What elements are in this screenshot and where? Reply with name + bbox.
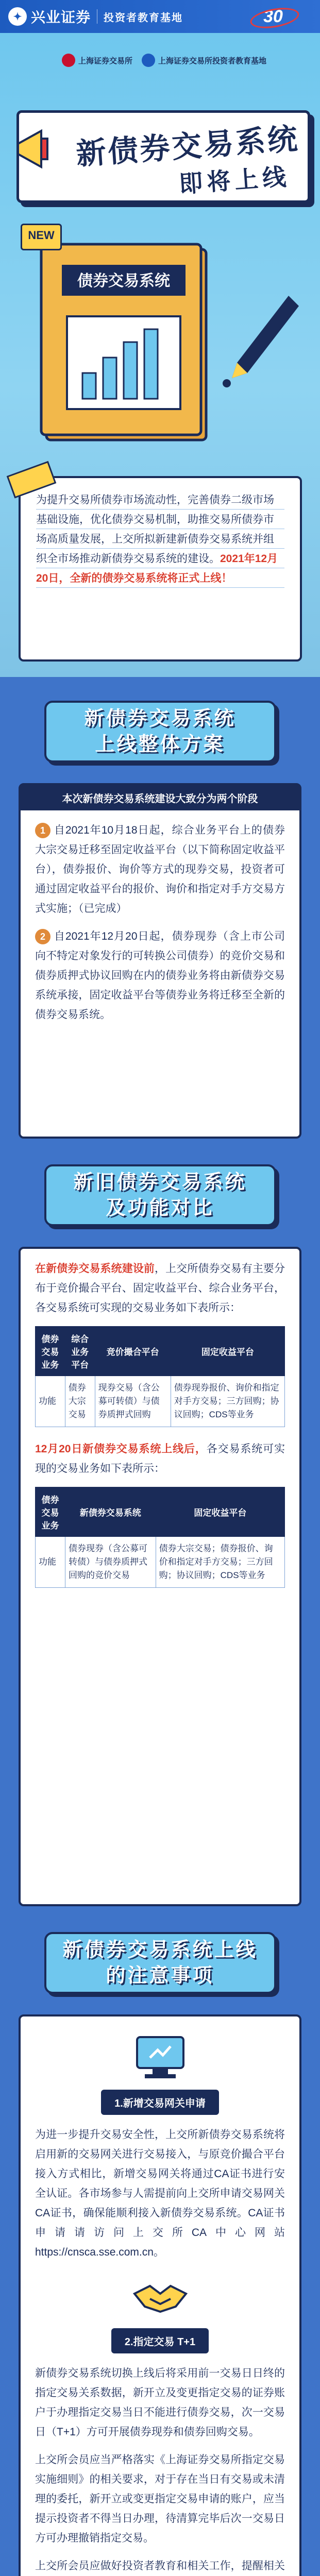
- section1-item-2-text: 自2021年12月20日起，债券现券（含上市公司向不特定对象发行的可转换公司债券）的竞价交易和债券质押式协议回购在内的债券业务将由新债券交易系统承接，固定收益平台等债券业务将迁移至全新的债券交易系统。: [35, 930, 285, 1021]
- table-header-cell: 固定收益平台: [156, 1487, 284, 1537]
- table-cell: 债券现券（含公募可转债）与债券质押式回购的竞价交易: [65, 1537, 156, 1588]
- table-row-label: 功能: [36, 1376, 65, 1427]
- brand-logo-icon: ✦: [8, 7, 27, 26]
- item2-text-3: 上交所会员应做好投资者教育和相关工作，提醒相关: [35, 2560, 285, 2572]
- section2-title-line2: 及功能对比: [106, 1197, 214, 1219]
- section2-ribbon: [44, 1164, 276, 1226]
- section1-card-body: [21, 810, 299, 1043]
- section2-mid: [35, 1439, 285, 1479]
- handshake-icon: [129, 2270, 191, 2322]
- section3-card-body: [21, 2016, 299, 2576]
- notice-date: 2021年12月20日: [36, 553, 278, 584]
- section3-card: [19, 2014, 301, 2576]
- fountain-pen-icon: [211, 291, 304, 394]
- section2-intro-highlight: 在新债券交易系统建设前: [35, 1263, 155, 1275]
- item1-heading: [35, 2090, 285, 2115]
- table-cell: 债券现券报价、询价和指定对手方交易；三方回购；协议回购；CDS等业务: [171, 1376, 284, 1427]
- item2-text-2: 上交所会员应当严格落实《上海证券交易所指定交易实施细则》的相关要求，对于存在当日有交易或未清理的委托，新开立或变更指定交易申请的账户，应当提示投资者不得当日办理，待清算完毕后次一交易日方可办理撤销指定交易。: [35, 2454, 285, 2544]
- table-header-cell: 债券交易业务: [36, 1487, 65, 1537]
- investor-education-logo-icon: [142, 54, 155, 67]
- header-slogan: 投资者教育基地: [104, 12, 183, 24]
- section1-item-1: [35, 821, 285, 919]
- hero-title: 新债券交易系统: [75, 122, 301, 172]
- table-header-cell: 债券交易业务: [36, 1327, 65, 1376]
- section1-item-1-text: 自2021年10月18日起，综合业务平台上的债券大宗交易迁移至固定收益平台（以下简称固定收益平台），债券报价、询价等方式的现券交易，投资者可通过固定收益平台的报价、询价和指定对手方交易方式实施；（已完成）: [35, 824, 285, 914]
- gateway-icon-wrap: [35, 2032, 285, 2083]
- item1-title: 1.新增交易网关申请: [101, 2090, 219, 2115]
- new-badge: NEW: [21, 224, 62, 250]
- section2-title: [73, 1170, 246, 1221]
- table-cell: 现券交易（含公募可转债）与债券质押式回购: [95, 1376, 171, 1427]
- notice-box: [19, 476, 302, 662]
- hero-subtitle: 即将上线: [178, 163, 291, 198]
- bond-book-icon: [31, 229, 222, 450]
- table-header-cell: 固定收益平台: [171, 1327, 284, 1376]
- sse-logo: [62, 54, 132, 67]
- table-header-cell: 竞价撮合平台: [95, 1327, 171, 1376]
- item-number-badge: 1: [35, 823, 50, 838]
- section1-title-line2: 上线整体方案: [95, 734, 225, 755]
- table-row: [36, 1537, 285, 1588]
- table-header-row: [36, 1327, 285, 1376]
- item-number-badge: 2: [35, 929, 50, 944]
- section1-item-2: [35, 927, 285, 1025]
- anniversary-ring-icon: [249, 5, 301, 31]
- item2-text-1: 新债券交易系统切换上线后将采用前一交易日日终的指定交易关系数据，新开立及变更指定交易的证券账户于办理指定交易当日不能进行债券交易，次一交易日（T+1）方可开展债券现券和债券回购交易。: [35, 2367, 285, 2438]
- section2-intro-rest: ，上交所债券交易有主要分布于竞价撮合平台、固定收益平台、综合业务平台，各交易系统可实现的交易业务如下表所示：: [35, 1263, 285, 1314]
- section3-ribbon: [44, 1932, 276, 1994]
- item1-text: 为进一步提升交易安全性，上交所新债券交易系统将启用新的交易网关进行交易接入，与原竞价撮合平台接入方式相比，新增交易网关将通过CA证书进行安全认证。各市场参与人需提前向上交所申请交易网关CA证书，确保能顺利接入新债券交易系统。CA证书申请请访问上交所CA中心网站https://cnsca.sse.com.cn。: [35, 2129, 285, 2258]
- investor-education-logo: [142, 54, 266, 67]
- table-header-cell: 新债券交易系统: [65, 1487, 156, 1537]
- old-system-table: [35, 1326, 285, 1427]
- section2-intro: [35, 1259, 285, 1318]
- anniversary-number: 30: [263, 6, 283, 26]
- section2-mid-highlight: 12月20日新债券交易系统上线后，: [35, 1443, 207, 1455]
- notice-text: [36, 490, 284, 588]
- book-title: 债券交易系统: [77, 273, 170, 290]
- sse-logo-icon: [62, 54, 75, 67]
- section1-ribbon: [44, 701, 276, 762]
- handshake-icon-wrap: [35, 2270, 285, 2322]
- hero-title-box: [16, 110, 310, 203]
- megaphone-icon: [13, 123, 64, 175]
- computer-network-icon: [129, 2032, 191, 2083]
- section3-title: [62, 1937, 257, 1989]
- table-row-label: 功能: [36, 1537, 65, 1588]
- hero-logos: [62, 54, 289, 67]
- section1-title: [84, 706, 235, 757]
- item2-title: 2.指定交易 T+1: [111, 2328, 209, 2353]
- section1-card: [19, 783, 301, 1139]
- table-cell: 债券大宗交易；债券报价、询价和指定对手方交易；三方回购；协议回购；CDS等业务: [156, 1537, 284, 1588]
- section2-mid-rest: 各交易系统可实现的交易业务如下表所示：: [35, 1443, 285, 1475]
- hero-section: [0, 33, 320, 677]
- item2-heading: [35, 2328, 285, 2353]
- section1-card-head: 本次新债券交易系统建设大致分为两个阶段: [21, 785, 299, 810]
- table-cell: 债券大宗交易: [65, 1376, 95, 1427]
- sse-logo-name: 上海证券交易所: [78, 56, 133, 65]
- new-system-table: [35, 1487, 285, 1588]
- notice-part-1: 为提升交易所债券市场流动性，完善债券二级市场基础设施，优化债券交易机制，助推交易所债券市场高质量发展，上交所拟新建新债券交易系统并组织全市场推动新债券交易系统的建设。: [36, 494, 274, 565]
- section3-title-line1: 新债券交易系统上线: [62, 1939, 258, 1961]
- section1-title-line1: 新债券交易系统: [84, 708, 236, 730]
- investor-education-logo-name: 上海证券交易所投资者教育基地: [158, 56, 267, 65]
- table-header-cell: 综合业务平台: [65, 1327, 95, 1376]
- section2-card-body: [21, 1249, 299, 1611]
- top-header-bar: [0, 0, 320, 33]
- notice-part-3: ，全新的债券交易系统将正式上线！: [59, 572, 232, 584]
- table-header-row: [36, 1487, 285, 1537]
- section2-title-line1: 新旧债券交易系统: [73, 1172, 247, 1193]
- anniversary-badge: [234, 4, 312, 29]
- brand-name: 兴业证券: [31, 9, 91, 25]
- section3-title-line2: 的注意事项: [106, 1965, 214, 1987]
- table-row: [36, 1376, 285, 1427]
- section2-card: [19, 1247, 301, 1906]
